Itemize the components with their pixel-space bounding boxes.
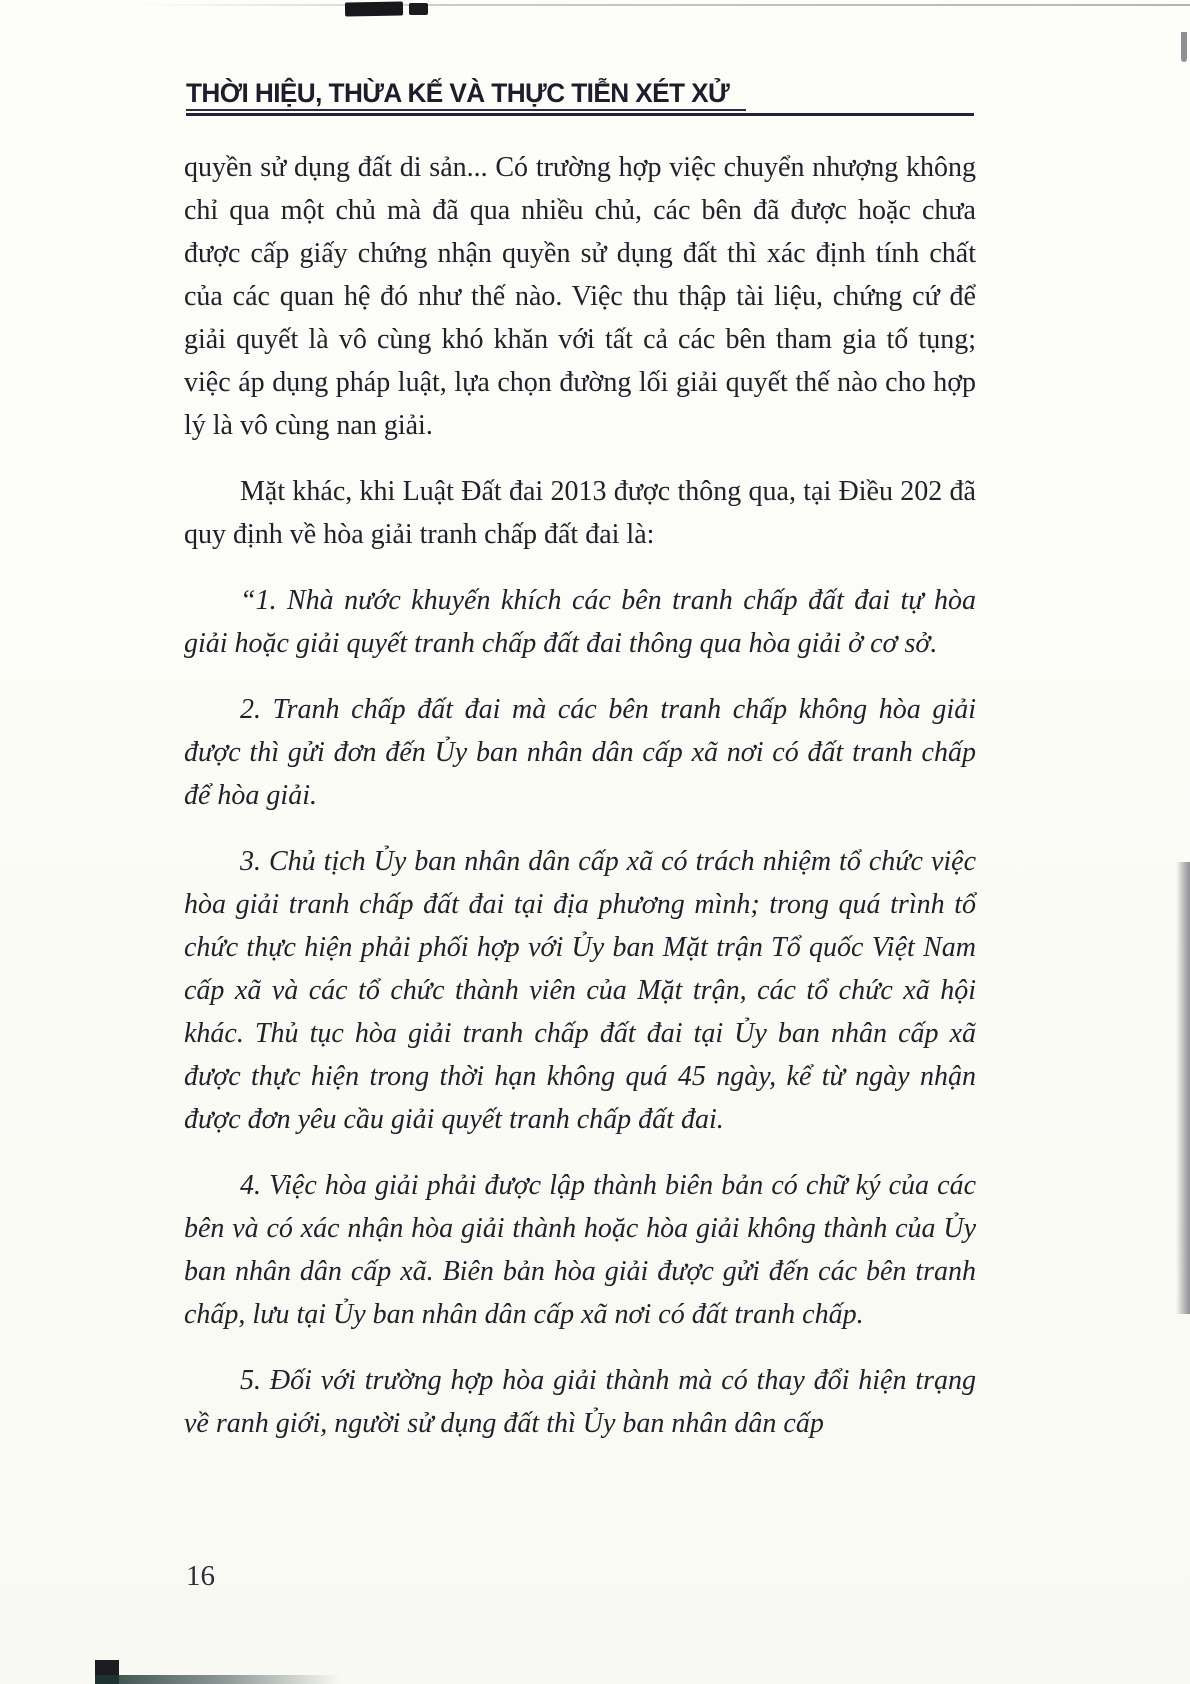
scan-artifact-right-band (1176, 862, 1190, 1314)
paragraph-continuation: quyền sử dụng đất di sản... Có trường hợp việc chuyển nhượng không chỉ qua một chủ mà đã qua nhiều chủ, các bên đã được hoặc chưa được cấp giấy chứng nhận quyền sử dụng đất thì xác định tính chất của các quan hệ đó như thế nào. Việc thu thập tài liệu, chứng cứ để giải quyết là vô cùng khó khăn với tất cả các bên tham gia tố tụng; việc áp dụng pháp luật, lựa chọn đường lối giải quyết thế nào cho hợp lý là vô cùng nan giải. (184, 152, 976, 441)
paragraph-statute-quote: 3. Chủ tịch Ủy ban nhân dân cấp xã có trách nhiệm tổ chức việc hòa giải tranh chấp đất đai tại địa phương mình; trong quá trình tổ chức thực hiện phải phối hợp với Ủy ban Mặt trận Tổ quốc Việt Nam cấp xã và các tổ chức thành viên của Mặt trận, các tổ chức xã hội khác. Thủ tục hòa giải tranh chấp đất đai tại Ủy ban nhân cấp xã được thực hiện trong thời hạn không quá 45 ngày, kể từ ngày nhận được đơn yêu cầu giải quyết tranh chấp đất đai. (184, 846, 976, 1135)
paragraph-statute-quote: “1. Nhà nước khuyến khích các bên tranh chấp đất đai tự hòa giải hoặc giải quyết tranh chấp đất đai thông qua hòa giải ở cơ sở. (184, 585, 976, 659)
paragraph-statute-quote: 5. Đối với trường hợp hòa giải thành mà có thay đổi hiện trạng về ranh giới, người sử dụng đất thì Ủy ban nhân dân cấp (184, 1365, 976, 1439)
scan-artifact-top-mark (345, 1, 403, 16)
page-body (184, 146, 976, 1468)
page-number: 16 (186, 1560, 215, 1592)
running-header-title: THỜI HIỆU, THỪA KẾ VÀ THỰC TIỄN XÉT XỬ (186, 78, 730, 108)
scan-artifact-top-edge (140, 4, 1190, 6)
header-rule (186, 113, 974, 116)
paragraph: Mặt khác, khi Luật Đất đai 2013 được thông qua, tại Điều 202 đã quy định về hòa giải tranh chấp đất đai là: (184, 476, 976, 550)
header-underline (186, 109, 746, 111)
paragraph-statute-quote: 4. Việc hòa giải phải được lập thành biên bản có chữ ký của các bên và có xác nhận hòa giải thành hoặc hòa giải không thành của Ủy ban nhân dân cấp xã. Biên bản hòa giải được gửi đến các bên tranh chấp, lưu tại Ủy ban nhân dân cấp xã nơi có đất tranh chấp. (184, 1170, 976, 1330)
paragraph-statute-quote: 2. Tranh chấp đất đai mà các bên tranh chấp không hòa giải được thì gửi đơn đến Ủy ban nhân dân cấp xã nơi có đất tranh chấp để hòa giải. (184, 694, 976, 811)
scan-artifact-bottom-smudge (95, 1675, 340, 1684)
scan-artifact-top-mark (409, 3, 428, 15)
scan-artifact-right-hook (1181, 32, 1187, 62)
scan-artifact-bottom-mark (95, 1660, 119, 1684)
running-header (186, 78, 976, 120)
